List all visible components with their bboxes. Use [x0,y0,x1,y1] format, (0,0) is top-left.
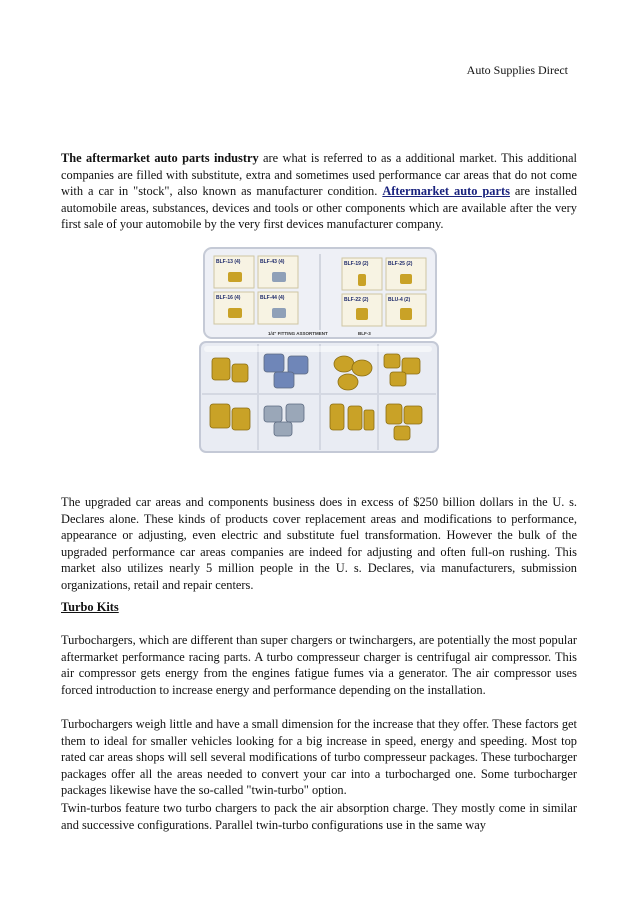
tray-code: BLF-3 [358,331,371,336]
fitting-assortment-image [198,246,440,476]
label-blf-13: BLF-13 (4) [216,259,241,265]
label-blf-43: BLF-43 (4) [260,259,285,265]
turbo-paragraph-1: Turbochargers, which are different than super chargers or twinchargers, are potentially the most popular aftermarket performance racing parts. A turbo compresseur charger is centrifugal air compressor. This air compressor gets energy from the engines fatigue fumes via a generator. The air compressor uses forced introduction to increase energy and performance depending on the installation. [61,633,577,697]
industry-paragraph: The upgraded car areas and components business does in excess of $250 billion dollars in the U. s. Declares alone. These kinds of products cover replacement areas and modifications to performance, appearance or adjusting, even electric and substitute fuel transformation. However the bulk of the upgraded performance car areas companies are indeed for adjusting and often full-on rushing. This market also utilizes nearly 5 million people in the U. s. Declares, via manufacturers, submission organizations, retail and repair centers. [61,495,577,592]
aftermarket-parts-link[interactable]: Aftermarket auto parts [382,184,510,199]
intro-paragraph [61,150,577,233]
intro-text-b: are installed automobile areas, substances, devices and tools or other components which are available after the very first sale of your automobile by the very first devices manufacturer company. [61,184,578,232]
turbo-paragraph-2: Turbochargers weigh little and have a small dimension for the increase that they offer. These factors get them to ideal for smaller vehicles looking for a big increase in speed, energy and speeding. Most top rated car areas shops will sell several modifications of turbo compresseur packages. These turbocharger packages offer all the areas needed to convert your car into a turbocharged one. Some turbocharger packages likewise have the so-called "twin-turbo" option. [61,717,577,798]
label-blf-16: BLF-16 (4) [216,295,241,301]
tray-label: 1/4" FITTING ASSORTMENT [268,331,328,336]
site-name: Auto Supplies Direct [466,63,568,77]
label-blf-22: BLF-22 (2) [344,297,369,303]
label-blf-19: BLF-19 (2) [344,261,369,267]
turbo-paragraph-3: Twin-turbos feature two turbo chargers to pack the air absorption charge. They mostly come in similar and successive configurations. Parallel twin-turbo configurations use in the same way [61,801,577,832]
label-blf-44: BLF-44 (4) [260,295,285,301]
intro-lead: The aftermarket auto parts industry [61,151,259,165]
turbo-kits-heading: Turbo Kits [61,600,119,614]
intro-text-a: are what is referred to as a additional market. This additional companies are filled with substitute, extra and sometimes used performance car areas that do not come with a car in "stock", also known as manufacturer condition. [61,151,577,199]
label-blf-25: BLF-25 (2) [388,261,413,267]
label-blu-4: BLU-4 (2) [388,297,411,303]
